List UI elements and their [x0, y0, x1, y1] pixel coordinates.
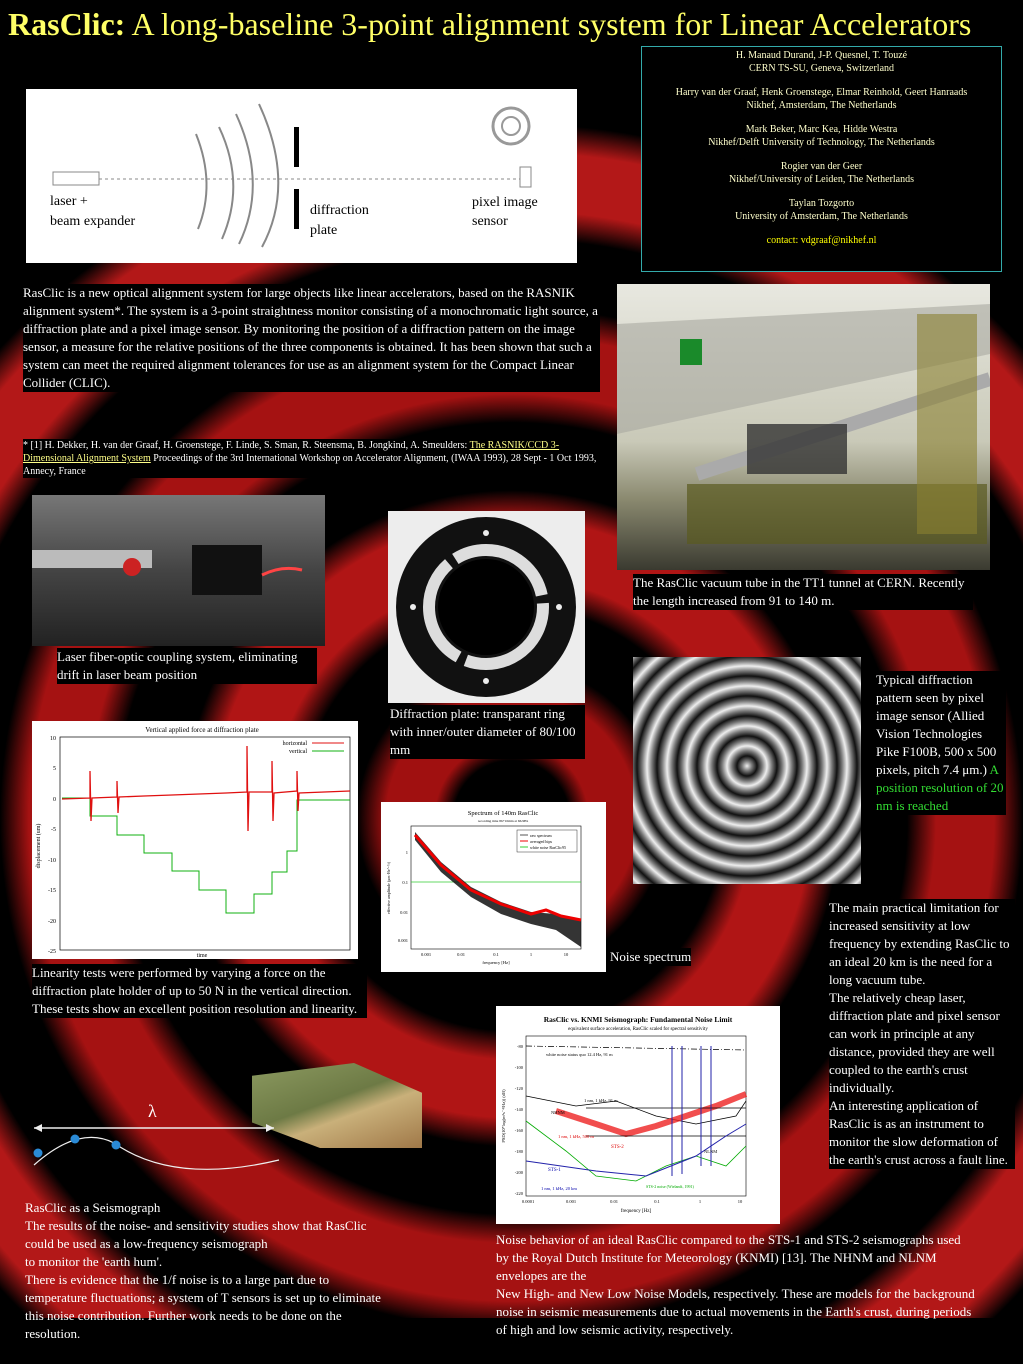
lambda-symbol: λ — [148, 1101, 157, 1121]
legend-vertical: vertical — [289, 749, 307, 755]
tunnel-svg — [617, 284, 990, 570]
force-ytick: 5 — [53, 766, 56, 772]
plate-caption: Diffraction plate: transparant ring with inner/outer diameter of 80/100 mm — [390, 705, 585, 759]
knmi-xtick: 1 — [698, 1199, 702, 1204]
knmi-ytick: -180 — [514, 1149, 523, 1154]
noise-plot — [381, 802, 606, 972]
sensor-shape — [520, 167, 531, 187]
tunnel-caption: The RasClic vacuum tube in the TT1 tunnel at CERN. Recently the length increased from 91 to 140 m. — [633, 574, 973, 610]
reference-link[interactable]: The RASNIK/CCD 3-Dimensional Alignment System — [23, 440, 560, 464]
reference-text-2: Proceedings of the 3rd International Workshop on Accelerator Alignment, (IWAA 1993), 28 Sept - 1 Oct 1993, Annecy, France — [23, 453, 597, 477]
laser-shape — [53, 172, 99, 185]
knmi-ytick: -120 — [514, 1086, 523, 1091]
pattern-caption — [876, 671, 1006, 815]
knmi-ytick: -200 — [514, 1170, 523, 1175]
knmi-white-noise — [526, 1046, 746, 1050]
schematic-svg — [26, 89, 577, 263]
author-names: Mark Beker, Marc Kea, Hidde Westra — [745, 124, 898, 135]
noise-xtick: 0.1 — [493, 952, 499, 957]
force-ytick: -15 — [48, 888, 56, 894]
wave-sketch — [24, 1095, 284, 1175]
series-horizontal — [62, 746, 350, 831]
force-ytick: -25 — [48, 949, 56, 955]
knmi-xtick: 0.01 — [610, 1199, 618, 1204]
knmi-ylabel: PSD(10*log(m²s⁻⁴/Hz)) (dB) — [501, 1089, 506, 1143]
knmi-caption: Noise behavior of an ideal RasClic compared to the STS-1 and STS-2 seismographs used by the Royal Dutch Institute for Meteorology (KNMI) [13]. The NHNM and NLNM envelopes are the New High- and New Low Noise Models, respectively. These are models for the background noise in seismic measurements due to actual movements in the Earth's crust, during periods of high and low seismic activity, respectively. — [496, 1232, 975, 1337]
sensor-label-2: sensor — [472, 214, 508, 229]
knmi-xtick: 0.0001 — [521, 1199, 535, 1204]
noise-subtitle: recording time 8h+10min at 66.9Hz — [477, 819, 529, 823]
contact-email[interactable]: contact: vdgraaf@nikhef.nl — [766, 235, 877, 246]
noise-legend: averaged hips — [530, 839, 553, 844]
legend-horizontal: horizontal — [282, 741, 307, 747]
limitation-text: The main practical limitation for increased sensitivity at low frequency by extending RasClic to an ideal 20 km is the need for a long vacuum tube. The relatively cheap laser, diffraction plate and pixel sensor can work in principle at any distance, provided they are well coupled to the earth's crust individually. An interesting application of RasClic is as an instrument to monitor the slow deformation of the earth's crust across a fault line. — [829, 899, 1015, 1169]
tunnel-photo — [617, 284, 990, 570]
knmi-xtick: 0.1 — [654, 1199, 660, 1204]
plate-label: diffraction — [310, 203, 369, 218]
noise-legend: white noise RasClic95 — [530, 845, 566, 850]
knmi-ytick: -220 — [514, 1191, 523, 1196]
author-names: Harry van der Graaf, Henk Groenstege, Elmar Reinhold, Geert Hanraads — [675, 87, 968, 98]
force-ytick: -10 — [48, 858, 56, 864]
seismograph-text: RasClic as a Seismograph The results of the noise- and sensitivity studies show that RasClic could be used as a low-frequency seismograph to monitor the 'earth hum'. There is evidence that the 1/f noise is to a large part due to temperature fluctuations; a system of T sensors is set up to eliminate this noise contribution. Further work needs to be done on the resolution. — [25, 1200, 381, 1341]
optics-mount — [192, 545, 262, 595]
knmi-plot — [496, 1006, 780, 1224]
plate-photo — [388, 511, 585, 703]
noise-xtick: 1 — [529, 952, 533, 957]
knmi-xtick: 10 — [737, 1199, 743, 1204]
knmi-ytick: -80 — [517, 1044, 523, 1049]
pattern-highlight: A position resolution of 20 nm is reached — [876, 762, 1004, 813]
force-title: Vertical applied force at diffraction plate — [145, 726, 259, 734]
author-names: H. Manaud Durand, J-P. Quesnel, T. Touzé — [735, 50, 908, 61]
station-point — [34, 1149, 43, 1158]
force-ytick: -20 — [48, 919, 56, 925]
laser-caption: Laser fiber-optic coupling system, eliminating drift in laser beam position — [57, 648, 317, 684]
knmi-ytick: -100 — [514, 1065, 523, 1070]
wave-curve — [34, 1137, 279, 1169]
station-point — [71, 1135, 80, 1144]
author-affil: Nikhef, Amsterdam, The Netherlands — [746, 100, 897, 111]
knmi-ytick: -140 — [514, 1107, 523, 1112]
knmi-subtitle: equivalent surface acceleration, RasClic scaled for spectral sensitivity — [568, 1027, 708, 1032]
title-rest: A long-baseline 3-point alignment system for Linear Accelerators — [131, 6, 972, 42]
noise-ytick: 0.01 — [400, 910, 408, 915]
station-point — [112, 1141, 121, 1150]
knmi-annot: 1 nm, 1 kHz, 500 m — [558, 1134, 594, 1139]
noise-xtick: 0.001 — [420, 952, 432, 957]
noise-xtick: 0.01 — [457, 952, 465, 957]
wavefront — [219, 127, 233, 239]
noise-ytick: 0.001 — [397, 938, 408, 943]
author-names: Rogier van der Geer — [780, 161, 863, 172]
laser-photo — [32, 495, 325, 646]
author-affil: CERN TS-SU, Geneva, Switzerland — [748, 63, 895, 74]
knmi-nlnm-label: NLNM — [704, 1149, 718, 1154]
pattern-text: Typical diffraction pattern seen by pixel image sensor (Allied Vision Technologies Pike F100B, 500 x 500 pixels, pitch 7.4 μm.) — [876, 672, 997, 777]
force-svg — [32, 721, 358, 959]
laser-label: laser + — [50, 194, 88, 209]
laser-label-2: beam expander — [50, 214, 136, 229]
plate-label-2: plate — [310, 223, 338, 238]
knmi-title: RasClic vs. KNMI Seismograph: Fundamental Noise Limit — [543, 1015, 733, 1024]
author-affil: Nikhef/Delft University of Technology, The Netherlands — [708, 137, 935, 148]
linearity-caption: Linearity tests were performed by varying a force on the diffraction plate holder of up to 50 N in the vertical direction. These tests show an excellent position resolution and linearity. — [32, 964, 367, 1018]
noise-xtick: 10 — [563, 952, 569, 957]
noise-svg — [381, 802, 606, 972]
plate-lower — [294, 189, 299, 229]
force-ytick: -5 — [51, 827, 56, 833]
reference-text: * [1] H. Dekker, H. van der Graaf, H. Groenstege, F. Linde, S. Sman, R. Steensma, B. Jongkind, A. Smeulders: — [23, 440, 470, 451]
plate-upper — [294, 127, 299, 167]
noise-xlabel: frequency [Hz] — [482, 960, 510, 965]
noise-ytick: 0.1 — [402, 880, 408, 885]
force-ylabel: displacement (um) — [36, 823, 42, 869]
noise-legend: raw spectrum — [530, 833, 552, 838]
series-vertical — [62, 798, 350, 913]
pattern-thumb — [493, 108, 529, 144]
pattern-image — [633, 657, 861, 884]
knmi-nhnm-label: NHNM — [551, 1110, 565, 1115]
knmi-ytick: -160 — [514, 1128, 523, 1133]
author-affil: Nikhef/University of Leiden, The Netherlands — [728, 174, 915, 185]
authors-box — [641, 46, 1002, 272]
knmi-sts2-note: STS-2 noise (Wielandt, 1991) — [646, 1184, 694, 1189]
author-names: Taylan Tozgorto — [788, 198, 855, 209]
force-xlabel: time — [196, 953, 208, 959]
schematic-diagram — [26, 89, 577, 263]
reference — [23, 439, 600, 478]
noise-ylabel: effective amplitude (μm·Hz^-½) — [386, 861, 391, 915]
knmi-xlabel: frequency [Hz] — [620, 1209, 652, 1214]
intro-text: RasClic is a new optical alignment system for large objects like linear accelerators, based on the RASNIK alignment system*. The system is a 3-point straightness monitor consisting of a monochromatic light source, a diffraction plate and a pixel image sensor. By monitoring the position of a diffraction pattern on the image sensor, a measure for the relative positions of the three components is obtained. It has been shown that such a system can meet the required alignment tolerances for use as an alignment system for the Compact Linear Collider (CLIC). — [23, 284, 600, 392]
force-plot — [32, 721, 358, 959]
noise-title: Spectrum of 140m RasClic — [467, 810, 539, 817]
title-bold: RasClic: — [8, 6, 126, 42]
knmi-annot: 1 nm, 1 kHz, 91 m — [584, 1098, 618, 1103]
knmi-xtick: 0.001 — [565, 1199, 577, 1204]
force-ytick: 0 — [53, 797, 56, 803]
noise-caption: Noise spectrum — [610, 949, 692, 964]
wavefront — [196, 134, 207, 229]
noise-ytick: 1 — [405, 850, 408, 855]
knmi-svg — [496, 1006, 780, 1224]
laser-light — [123, 558, 141, 576]
exit-sign — [680, 339, 702, 365]
knmi-sts2-label: STS-2 — [611, 1145, 624, 1150]
sensor-label: pixel image — [472, 195, 538, 210]
pattern-thumb — [502, 117, 520, 135]
knmi-annot: white noise status quo 12.4 Hz, 91 m — [546, 1052, 613, 1057]
force-ytick: 10 — [50, 736, 56, 742]
knmi-annot: 1 nm, 1 kHz, 20 km — [541, 1186, 577, 1191]
knmi-sts1-label: STS-1 — [548, 1168, 561, 1173]
wavefront — [259, 104, 278, 247]
poster-title — [8, 6, 971, 43]
author-affil: University of Amsterdam, The Netherlands — [735, 211, 908, 222]
